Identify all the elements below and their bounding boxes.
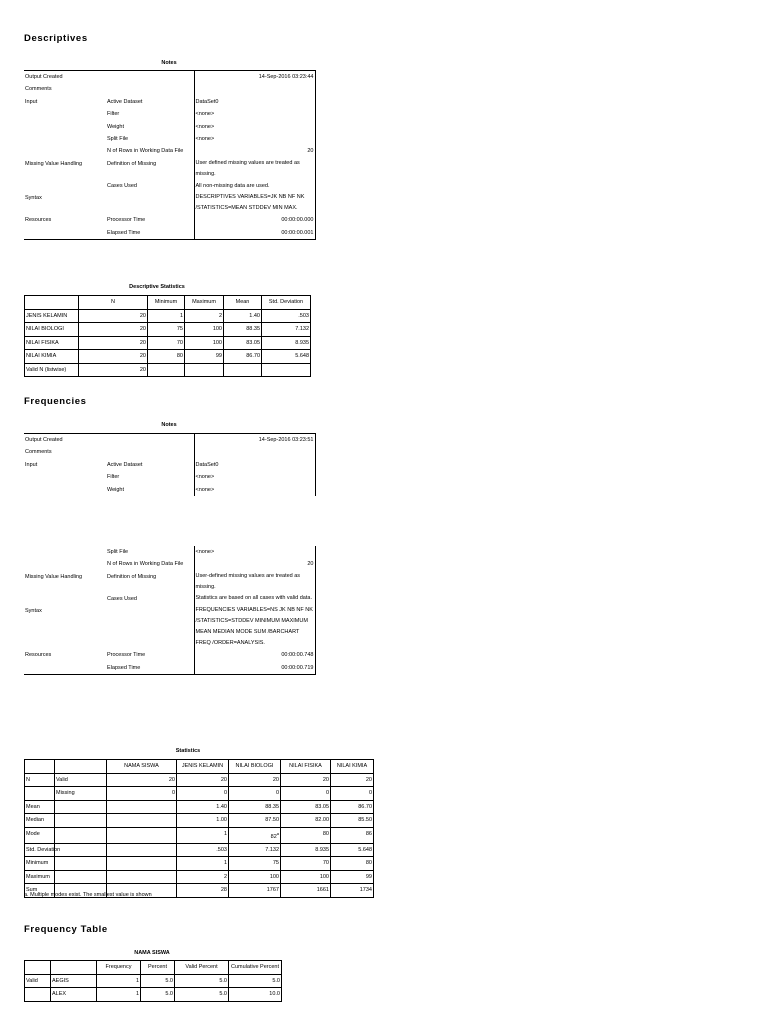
- frequencies-notes-row-value: FREQUENCIES VARIABLES=NS JK NB NF NK /STATISTICS=STDDEV MINIMUM MAXIMUM MEAN MEDIAN MODE SUM /BARCHART FREQ /ORDER=ANALYSIS.: [194, 605, 315, 649]
- frequencies-notes-row-sublabel: Active Dataset: [107, 461, 143, 468]
- frequency-table-row: [25, 974, 282, 988]
- descriptives-notes-row-sublabel: N of Rows in Working Data File: [107, 148, 184, 155]
- descriptives-notes-row: [24, 71, 315, 84]
- descriptives-notes-row-value: All non-missing data are used.: [194, 180, 315, 192]
- statistics-cell: 1767: [229, 884, 281, 898]
- statistics-row-label: N: [25, 773, 55, 787]
- descriptive-statistics-cell: 20: [79, 323, 148, 337]
- statistics-row-label: Mode: [25, 827, 55, 843]
- statistics-cell: 83.05: [281, 800, 331, 814]
- descriptive-statistics-header: Maximum: [185, 296, 224, 310]
- statistics-row: [25, 857, 374, 871]
- descriptives-notes-row-value: DESCRIPTIVES VARIABLES=JK NB NF NK /STATISTICS=MEAN STDDEV MIN MAX.: [194, 192, 315, 214]
- statistics-cell: 82.00: [281, 814, 331, 828]
- descriptive-statistics-header: Minimum: [148, 296, 185, 310]
- descriptive-statistics-cell: .503: [262, 309, 311, 323]
- descriptives-notes-row-value: DataSet0: [194, 96, 315, 108]
- statistics-cell: 0: [281, 787, 331, 801]
- descriptive-statistics-header: N: [79, 296, 148, 310]
- statistics-cell: 1.00: [177, 814, 229, 828]
- frequencies-notes-row-label: [24, 546, 106, 558]
- descriptives-notes-row: [24, 83, 315, 95]
- descriptives-notes-row-value: [194, 83, 315, 95]
- frequencies-notes-row: [24, 571, 315, 593]
- statistics-header: NILAI FISIKA: [281, 760, 331, 774]
- frequencies-notes-row-value: 00:00:00.719: [194, 662, 315, 675]
- descriptive-statistics-cell: [185, 363, 224, 377]
- statistics-row: [25, 773, 374, 787]
- frequencies-notes-row-sublabel: Split File: [107, 549, 129, 555]
- descriptives-notes-row: [24, 108, 315, 120]
- descriptives-notes-row: [24, 158, 315, 180]
- descriptives-notes-row-sublabel: Active Dataset: [107, 98, 143, 105]
- statistics-row-label: Sum: [25, 884, 55, 898]
- frequencies-notes-row-value: 20: [194, 558, 315, 570]
- statistics-cell: 8.935: [281, 843, 331, 857]
- statistics-row-label: Missing: [55, 787, 107, 801]
- statistics-cell: 1.40: [177, 800, 229, 814]
- descriptive-statistics-header: Mean: [224, 296, 262, 310]
- frequencies-notes-row: [24, 558, 315, 570]
- statistics-cell: 85.50: [331, 814, 374, 828]
- frequency-table-cell: 5.0: [229, 974, 282, 988]
- statistics-cell: 1: [177, 857, 229, 871]
- statistics-row-label: [25, 787, 55, 801]
- descriptives-notes-row: [24, 227, 315, 240]
- statistics-row: [25, 800, 374, 814]
- descriptive-statistics-cell: 20: [79, 363, 148, 377]
- frequencies-notes-table-part2: [24, 546, 316, 675]
- descriptives-heading: Descriptives: [24, 33, 88, 44]
- descriptive-statistics-cell: 80: [148, 350, 185, 364]
- frequencies-notes-row: [24, 459, 315, 471]
- frequency-table-header: Frequency: [97, 961, 141, 975]
- statistics-cell: 82$^a$: [229, 827, 281, 843]
- frequency-table-row-label: Valid: [25, 974, 51, 988]
- frequencies-notes-caption: Notes: [161, 422, 177, 428]
- descriptives-notes-row-sublabel: [106, 83, 194, 95]
- descriptives-notes-row-value: 00:00:00.001: [194, 227, 315, 240]
- statistics-row: [25, 827, 374, 843]
- descriptive-statistics-cell: 100: [185, 323, 224, 337]
- frequencies-notes-row-label: [24, 484, 106, 496]
- descriptives-notes-row-label: [24, 133, 106, 145]
- frequencies-notes-row: [24, 593, 315, 605]
- frequencies-notes-row-sublabel: N of Rows in Working Data File: [107, 561, 184, 568]
- frequencies-notes-row-label: [24, 558, 106, 570]
- descriptives-notes-row-label: [24, 121, 106, 133]
- frequency-table-cell: 1: [97, 988, 141, 1002]
- descriptives-notes-row-label: [24, 180, 106, 192]
- statistics-header: NILAI BIOLOGI: [229, 760, 281, 774]
- statistics-row-label: [55, 857, 107, 871]
- descriptive-statistics-cell: 5.648: [262, 350, 311, 364]
- statistics-cell: 75: [229, 857, 281, 871]
- descriptives-notes-row: [24, 121, 315, 133]
- statistics-cell: [107, 827, 177, 843]
- descriptives-notes-row: [24, 96, 315, 108]
- frequencies-notes-row-sublabel: Filter: [107, 474, 120, 481]
- descriptive-statistics-cell: 20: [79, 309, 148, 323]
- statistics-cell: 20: [107, 773, 177, 787]
- nama-siswa-frequency-table: [24, 960, 282, 1002]
- statistics-row-label: [55, 870, 107, 884]
- descriptive-statistics-row: [25, 363, 311, 377]
- frequency-table-cell: 1: [97, 974, 141, 988]
- descriptive-statistics-row: [25, 336, 311, 350]
- statistics-table: [24, 759, 374, 898]
- descriptive-statistics-cell: 7.132: [262, 323, 311, 337]
- frequencies-notes-row-label: Missing Value Handling: [25, 573, 83, 580]
- statistics-row: [25, 787, 374, 801]
- statistics-row: [25, 870, 374, 884]
- frequency-table-header: Valid Percent: [175, 961, 229, 975]
- statistics-cell: 100: [281, 870, 331, 884]
- frequency-table-heading: Frequency Table: [24, 924, 108, 935]
- frequencies-heading: Frequencies: [24, 396, 87, 407]
- descriptives-notes-row-label: Missing Value Handling: [25, 160, 83, 167]
- descriptives-notes-row-sublabel: Filter: [107, 111, 120, 118]
- statistics-row: [25, 814, 374, 828]
- descriptives-notes-row: [24, 180, 315, 192]
- statistics-caption: Statistics: [175, 748, 201, 754]
- statistics-cell: [107, 843, 177, 857]
- frequency-table-cell: 5.0: [141, 974, 175, 988]
- statistics-cell: 20: [177, 773, 229, 787]
- descriptive-statistics-cell: 20: [79, 336, 148, 350]
- descriptive-statistics-cell: [262, 363, 311, 377]
- statistics-header: [25, 760, 55, 774]
- statistics-cell: 0: [331, 787, 374, 801]
- frequencies-notes-row-value: DataSet0: [194, 459, 315, 471]
- statistics-cell: 86.70: [331, 800, 374, 814]
- descriptives-notes-row-sublabel: Elapsed Time: [107, 229, 141, 236]
- statistics-row-label: Maximum: [25, 870, 55, 884]
- descriptive-statistics-row-label: NILAI FISIKA: [25, 336, 79, 350]
- descriptives-notes-row-label: Output Created: [25, 74, 63, 80]
- frequency-table-header: [51, 961, 97, 975]
- descriptives-notes-row: [24, 133, 315, 145]
- frequencies-notes-row: [24, 434, 315, 447]
- statistics-cell: 100: [229, 870, 281, 884]
- descriptive-statistics-cell: 70: [148, 336, 185, 350]
- frequencies-notes-row-label: Input: [25, 461, 38, 468]
- frequencies-notes-row-sublabel: Elapsed Time: [107, 664, 141, 671]
- frequencies-notes-row-sublabel: Cases Used: [107, 595, 137, 602]
- statistics-cell: 7.132: [229, 843, 281, 857]
- descriptive-statistics-row-label: NILAI KIMIA: [25, 350, 79, 364]
- statistics-cell: 28: [177, 884, 229, 898]
- statistics-cell: 80: [281, 827, 331, 843]
- statistics-cell: 20: [229, 773, 281, 787]
- frequencies-notes-row-value: Statistics are based on all cases with valid data.: [194, 593, 315, 605]
- frequency-table-cell: 5.0: [175, 974, 229, 988]
- descriptives-notes-row-label: [24, 145, 106, 157]
- descriptives-notes-row-sublabel: Split File: [107, 136, 129, 143]
- statistics-footnote: a. Multiple modes exist. The smallest value is shown: [24, 892, 152, 898]
- statistics-cell: 20: [281, 773, 331, 787]
- statistics-cell: [107, 800, 177, 814]
- statistics-row-label: Mean: [25, 800, 55, 814]
- statistics-cell: 87.50: [229, 814, 281, 828]
- descriptives-notes-row-sublabel: Definition of Missing: [107, 160, 157, 167]
- descriptive-statistics-cell: 8.935: [262, 336, 311, 350]
- descriptives-notes-row-value: <none>: [194, 108, 315, 120]
- descriptives-notes-row-label: Input: [25, 98, 38, 105]
- statistics-cell: 0: [107, 787, 177, 801]
- frequencies-notes-row-sublabel: [106, 446, 194, 458]
- descriptive-statistics-cell: 75: [148, 323, 185, 337]
- descriptive-statistics-table: [24, 295, 311, 377]
- notes-caption: Notes: [161, 60, 177, 66]
- frequencies-notes-row: [24, 649, 315, 661]
- frequency-table-header: Cumulative Percent: [229, 961, 282, 975]
- statistics-cell: [107, 870, 177, 884]
- descriptives-notes-row-value: 14-Sep-2016 03:23:44: [194, 71, 315, 84]
- frequencies-notes-row: [24, 446, 315, 458]
- frequencies-notes-row-value: User-defined missing values are treated as missing.: [194, 571, 315, 593]
- descriptives-notes-row-value: 20: [194, 145, 315, 157]
- frequencies-notes-row-label: [24, 662, 106, 675]
- statistics-cell: 2: [177, 870, 229, 884]
- statistics-row-label: [55, 827, 107, 843]
- statistics-cell: 1734: [331, 884, 374, 898]
- frequencies-notes-row-value: [194, 446, 315, 458]
- statistics-row-label: Median: [25, 814, 55, 828]
- statistics-row: [25, 843, 374, 857]
- frequencies-notes-row-label: [24, 593, 106, 605]
- descriptives-notes-row-label: Resources: [25, 217, 52, 224]
- descriptive-statistics-cell: 2: [185, 309, 224, 323]
- descriptives-notes-row-label: [24, 108, 106, 120]
- statistics-cell: 80: [331, 857, 374, 871]
- descriptive-statistics-cell: 86.70: [224, 350, 262, 364]
- frequencies-notes-row-value: 00:00:00.748: [194, 649, 315, 661]
- frequency-table-header: [25, 961, 51, 975]
- frequencies-notes-row: [24, 662, 315, 675]
- statistics-cell: 20: [331, 773, 374, 787]
- statistics-row-label: [55, 843, 107, 857]
- statistics-cell: [107, 857, 177, 871]
- descriptives-notes-row-label: Syntax: [25, 195, 42, 202]
- descriptives-notes-table: [24, 70, 316, 240]
- descriptives-notes-row-value: <none>: [194, 133, 315, 145]
- descriptive-statistics-cell: 100: [185, 336, 224, 350]
- statistics-cell: 99: [331, 870, 374, 884]
- descriptive-statistics-row: [25, 323, 311, 337]
- statistics-header: NAMA SISWA: [107, 760, 177, 774]
- frequency-table-row-label: ALEX: [51, 988, 97, 1002]
- frequency-table-cell: 5.0: [141, 988, 175, 1002]
- descriptives-notes-row-value: <none>: [194, 121, 315, 133]
- frequencies-notes-row: [24, 605, 315, 649]
- statistics-header: NILAI KIMIA: [331, 760, 374, 774]
- statistics-cell: .503: [177, 843, 229, 857]
- descriptives-notes-row-value: 00:00:00.000: [194, 214, 315, 226]
- frequencies-notes-row: [24, 546, 315, 558]
- descriptives-notes-row: [24, 145, 315, 157]
- descriptives-notes-row-label: Comments: [25, 86, 52, 93]
- frequency-table-cell: 5.0: [175, 988, 229, 1002]
- descriptive-statistics-header: [25, 296, 79, 310]
- descriptive-statistics-row-label: NILAI BIOLOGI: [25, 323, 79, 337]
- descriptives-notes-row-sublabel: Processor Time: [107, 217, 146, 224]
- statistics-header: JENIS KELAMIN: [177, 760, 229, 774]
- statistics-cell: [107, 814, 177, 828]
- frequency-table-cell: 10.0: [229, 988, 282, 1002]
- descriptives-notes-row-label: [24, 227, 106, 240]
- descriptive-statistics-cell: 83.05: [224, 336, 262, 350]
- frequencies-notes-row-label: [24, 471, 106, 483]
- descriptives-notes-row: [24, 192, 315, 214]
- statistics-row-label: Minimum: [25, 857, 55, 871]
- descriptives-notes-row-sublabel: Cases Used: [107, 182, 137, 189]
- descriptive-statistics-cell: 20: [79, 350, 148, 364]
- descriptive-statistics-caption: Descriptive Statistics: [129, 284, 185, 290]
- statistics-row-label: Std. Deviation: [25, 843, 55, 857]
- frequencies-notes-row-value: <none>: [194, 471, 315, 483]
- descriptives-notes-row: [24, 214, 315, 226]
- frequency-table-row-label: AEGIS: [51, 974, 97, 988]
- statistics-cell: 0: [229, 787, 281, 801]
- frequencies-notes-row-value: 14-Sep-2016 03:23:51: [194, 434, 315, 447]
- frequencies-notes-row: [24, 484, 315, 496]
- descriptive-statistics-cell: 1: [148, 309, 185, 323]
- statistics-cell: 0: [177, 787, 229, 801]
- frequency-table-row-label: [25, 988, 51, 1002]
- descriptive-statistics-cell: [224, 363, 262, 377]
- frequencies-notes-row-sublabel: [106, 605, 194, 649]
- frequencies-notes-row-sublabel: Weight: [107, 486, 125, 493]
- descriptive-statistics-cell: 88.35: [224, 323, 262, 337]
- statistics-cell: 88.35: [229, 800, 281, 814]
- statistics-cell: 70: [281, 857, 331, 871]
- frequency-table-header: Percent: [141, 961, 175, 975]
- descriptives-notes-row-sublabel: [106, 71, 194, 84]
- frequencies-notes-row-value: <none>: [194, 484, 315, 496]
- frequencies-notes-row-label: Resources: [25, 652, 52, 659]
- statistics-row-label: [55, 814, 107, 828]
- nama-siswa-caption: NAMA SISWA: [134, 950, 170, 956]
- statistics-row-label: Valid: [55, 773, 107, 787]
- descriptives-notes-row-sublabel: [106, 192, 194, 214]
- frequencies-notes-row-label: Syntax: [25, 608, 42, 615]
- statistics-header: [55, 760, 107, 774]
- descriptives-notes-row-sublabel: Weight: [107, 123, 125, 130]
- frequencies-notes-row-sublabel: Processor Time: [107, 652, 146, 659]
- statistics-cell: 1661: [281, 884, 331, 898]
- frequencies-notes-row-label: Output Created: [25, 437, 63, 443]
- statistics-cell: 5.648: [331, 843, 374, 857]
- frequencies-notes-row-value: <none>: [194, 546, 315, 558]
- descriptive-statistics-row: [25, 350, 311, 364]
- statistics-row-label: [55, 800, 107, 814]
- descriptives-notes-row-value: User defined missing values are treated as missing.: [194, 158, 315, 180]
- mode-footnote-marker: a: [276, 830, 279, 836]
- descriptive-statistics-row-label: Valid N (listwise): [25, 363, 79, 377]
- descriptive-statistics-row-label: JENIS KELAMIN: [25, 309, 79, 323]
- statistics-cell: 86: [331, 827, 374, 843]
- descriptive-statistics-row: [25, 309, 311, 323]
- frequency-table-row: [25, 988, 282, 1002]
- frequencies-notes-table-part1: [24, 433, 316, 496]
- frequencies-notes-row-label: Comments: [25, 449, 52, 456]
- descriptive-statistics-header: Std. Deviation: [262, 296, 311, 310]
- descriptive-statistics-cell: 1.40: [224, 309, 262, 323]
- frequencies-notes-row-sublabel: [106, 434, 194, 447]
- descriptive-statistics-cell: 99: [185, 350, 224, 364]
- frequencies-notes-row: [24, 471, 315, 483]
- statistics-cell: 1: [177, 827, 229, 843]
- frequencies-notes-row-sublabel: Definition of Missing: [107, 573, 157, 580]
- descriptive-statistics-cell: [148, 363, 185, 377]
